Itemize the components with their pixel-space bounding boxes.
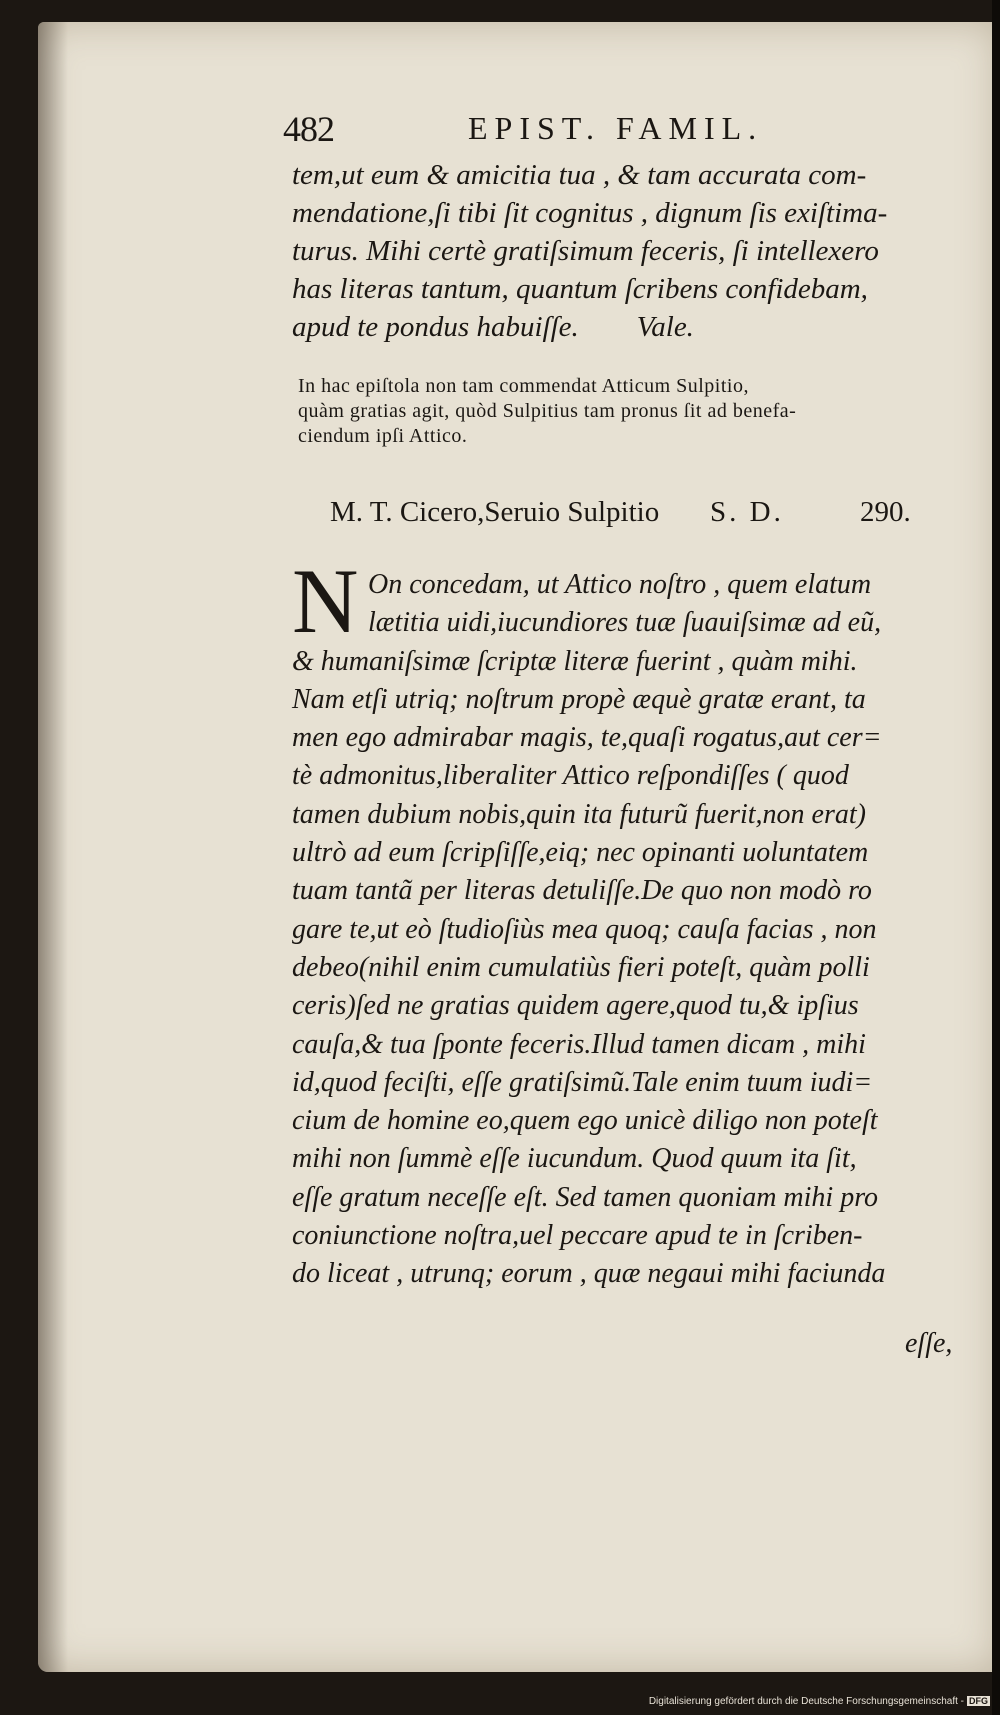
letter-addressee: M. T. Cicero,Seruio Sulpitio <box>330 496 660 528</box>
text-line: turus. Mihi certè gratiſsimum feceris, ſi intellexero <box>292 235 879 267</box>
text-line: apud te pondus habuiſſe. Vale. <box>292 311 694 343</box>
letter-body <box>292 566 997 1294</box>
drop-cap: N <box>292 550 359 652</box>
scan-edge <box>992 0 1000 1715</box>
text-line: debeo(nihil enim cumulatiùs fieri poteſt, quàm polli <box>292 951 870 983</box>
text-line: ultrò ad eum ſcripſiſſe,eiq; nec opinanti uoluntatem <box>292 837 869 869</box>
catchword: eſſe, <box>905 1328 953 1359</box>
page-number: 482 <box>283 109 334 149</box>
footer-credit: Digitalisierung gefördert durch die Deutsche Forschungsgemeinschaft - <box>648 1696 964 1707</box>
text-line: eſſe gratum neceſſe eſt. Sed tamen quoniam mihi pro <box>292 1181 879 1213</box>
text-line: Nam etſi utriq; noſtrum propè æquè gratæ erant, ta <box>292 683 866 715</box>
text-line: tè admonitus,liberaliter Attico reſpondiſſes ( quod <box>292 760 849 792</box>
text-line: In hac epiſtola non tam commendat Atticum Sulpitio, <box>298 375 749 397</box>
text-line: coniunctione noſtra,uel peccare apud te in ſcriben- <box>292 1220 863 1252</box>
text-line: cauſa,& tua ſponte feceris.Illud tamen dicam , mihi <box>292 1028 866 1060</box>
text-line: lætitia uidi,iucundiores tuæ ſuauiſsimæ ad eũ, <box>368 607 882 639</box>
text-line: On concedam, ut Attico noſtro , quem elatum <box>368 569 872 600</box>
letter-number: 290. <box>860 496 911 528</box>
text-line: tem,ut eum & amicitia tua , & tam accurata com- <box>292 159 867 191</box>
letter-heading <box>330 496 970 540</box>
text-line: tuam tantã per literas detuliſſe.De quo non modò ro <box>292 875 872 907</box>
text-line: gare te,ut eò ſtudioſiùs mea quoq; cauſa facias , non <box>292 913 877 945</box>
letter-salutation: S. D. <box>710 496 784 528</box>
digitization-footer <box>649 1696 990 1707</box>
commentary-note <box>298 374 998 449</box>
text-line: cium de homine eo,quem ego unicè diligo non poteſt <box>292 1105 878 1137</box>
text-line: tamen dubium nobis,quin ita futurũ fuerit,non erat) <box>292 798 866 830</box>
text-line: do liceat , utrunq; eorum , quæ negaui mihi faciunda <box>292 1258 886 1290</box>
text-line: ciendum ipſi Attico. <box>298 425 468 447</box>
dfg-logo: DFG <box>969 1696 988 1706</box>
text-line: mihi non ſummè eſſe iucundum. Quod quum ita ſit, <box>292 1143 857 1175</box>
text-line: id,quod feciſti, eſſe gratiſsimũ.Tale enim tuum iudi= <box>292 1066 873 1098</box>
text-line: quàm gratias agit, quòd Sulpitius tam pronus ſit ad benefa- <box>298 400 797 422</box>
text-line: men ego admirabar magis, te,quaſi rogatus,aut cer= <box>292 722 882 754</box>
running-head <box>283 108 823 156</box>
running-title: EPIST. FAMIL. <box>468 110 764 146</box>
binding-shadow <box>38 22 68 1672</box>
previous-letter-ending <box>292 156 997 346</box>
text-line: has literas tantum, quantum ſcribens confidebam, <box>292 273 868 305</box>
text-line: mendatione,ſi tibi ſit cognitus , dignum ſis exiſtima- <box>292 197 888 229</box>
text-line: ceris)ſed ne gratias quidem agere,quod tu,& ipſius <box>292 990 859 1022</box>
text-line: & humaniſsimæ ſcriptæ literæ fuerint , quàm mihi. <box>292 645 858 677</box>
